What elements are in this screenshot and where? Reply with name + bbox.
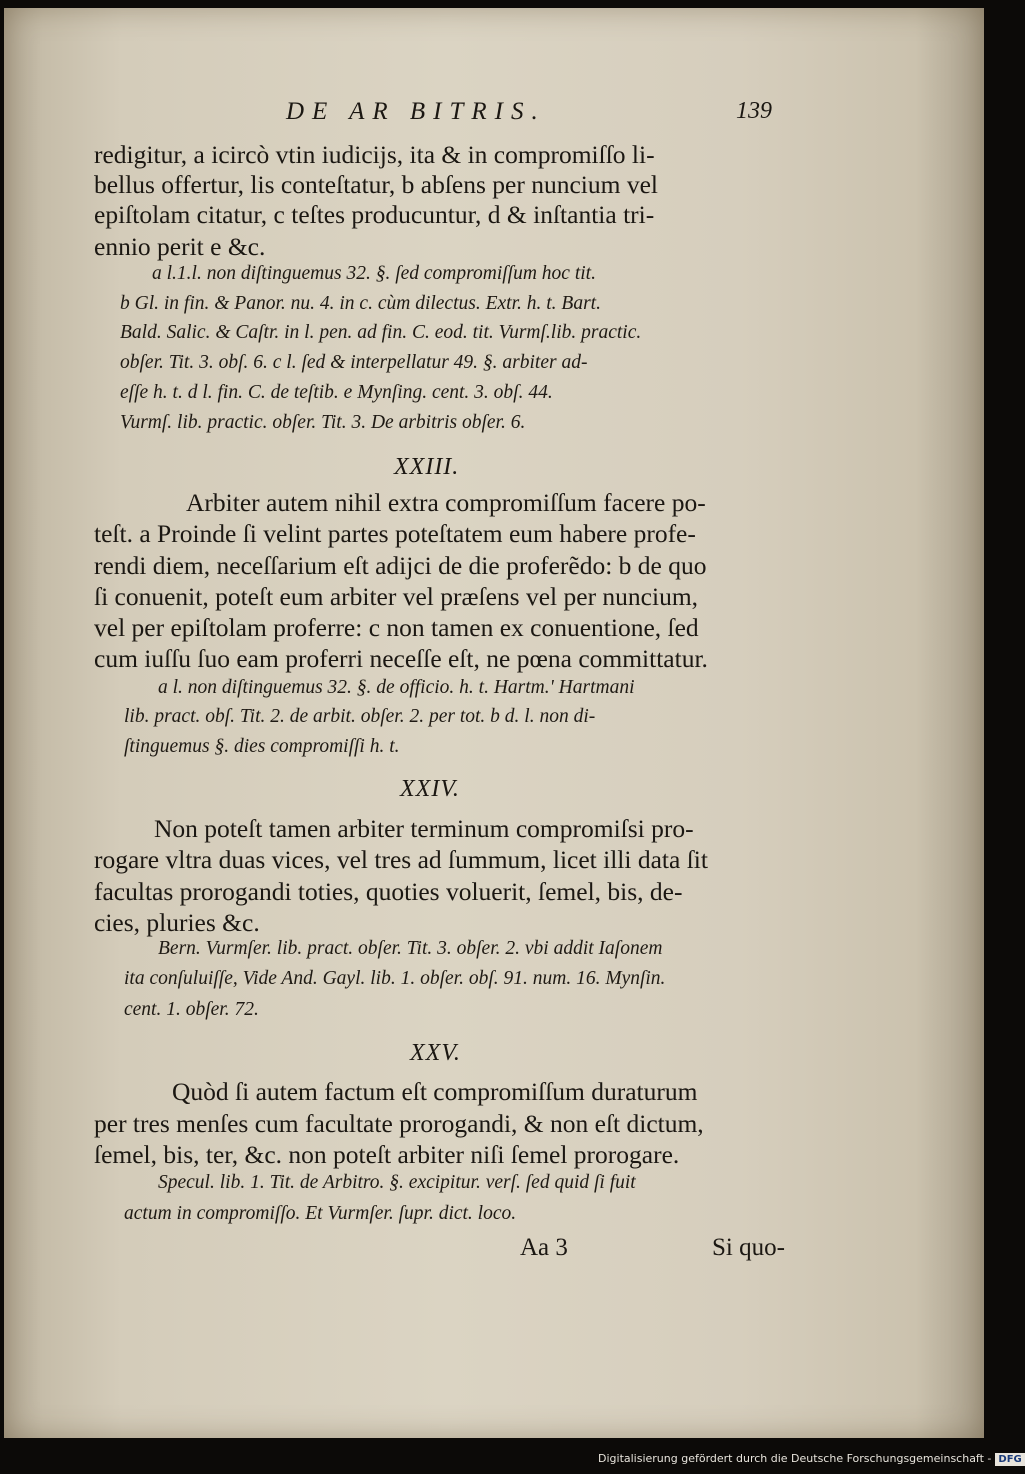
- footnote-line: eſſe h. t. d l. fin. C. de teſtib. e Mynſing. cent. 3. obſ. 44.: [120, 382, 553, 403]
- dfg-logo: DFG: [995, 1453, 1024, 1466]
- section-heading: XXV.: [410, 1040, 461, 1066]
- footnote-line: b Gl. in fin. & Panor. nu. 4. in c. cùm dilectus. Extr. h. t. Bart.: [120, 293, 601, 314]
- signature-mark: Aa 3: [520, 1234, 568, 1261]
- text-line: bellus offertur, lis conteſtatur, b abſens per nuncium vel: [94, 170, 659, 199]
- footnote-line: Vurmſ. lib. practic. obſer. Tit. 3. De arbitris obſer. 6.: [120, 412, 526, 433]
- text-line: ſemel, bis, ter, &c. non poteſt arbiter niſi ſemel prorogare.: [94, 1140, 680, 1169]
- text-line: cum iuſſu ſuo eam proferri neceſſe eſt, ne pœna committatur.: [94, 644, 708, 673]
- footnote-line: Bald. Salic. & Caſtr. in l. pen. ad fin. C. eod. tit. Vurmſ.lib. practic.: [120, 322, 642, 343]
- text-line: Quòd ſi autem factum eſt compromiſſum duraturum: [172, 1077, 698, 1106]
- text-line: cies, pluries &c.: [94, 908, 260, 937]
- funding-notice: [598, 1452, 1025, 1466]
- footnote-line: a l.1.l. non diſtinguemus 32. §. ſed compromiſſum hoc tit.: [152, 263, 596, 284]
- text-line: ennio perit e &c.: [94, 232, 266, 261]
- catchword: Si quo-: [712, 1234, 785, 1261]
- footnote-line: ita conſuluiſſe, Vide And. Gayl. lib. 1. obſer. obſ. 91. num. 16. Mynſin.: [124, 968, 666, 989]
- funding-notice-text: Digitalisierung gefördert durch die Deutsche Forschungsgemeinschaft -: [598, 1452, 992, 1465]
- text-line: Arbiter autem nihil extra compromiſſum facere po-: [186, 488, 706, 517]
- footnote-line: actum in compromiſſo. Et Vurmſer. ſupr. dict. loco.: [124, 1203, 517, 1224]
- text-line: rendi diem, neceſſarium eſt adijci de die proferẽdo: b de quo: [94, 551, 707, 580]
- footnote-line: lib. pract. obſ. Tit. 2. de arbit. obſer. 2. per tot. b d. l. non di-: [124, 706, 596, 727]
- text-line: ſi conuenit, poteſt eum arbiter vel præſens vel per nuncium,: [94, 582, 699, 611]
- running-head: DE AR BITRIS.: [286, 98, 546, 125]
- footnote-line: obſer. Tit. 3. obſ. 6. c l. ſed & interpellatur 49. §. arbiter ad-: [120, 352, 588, 373]
- footnote-line: Specul. lib. 1. Tit. de Arbitro. §. excipitur. verſ. ſed quid ſi fuit: [158, 1172, 636, 1193]
- section-heading: XXIV.: [400, 776, 460, 802]
- footnote-line: cent. 1. obſer. 72.: [124, 999, 259, 1020]
- page-number: 139: [736, 98, 772, 124]
- text-line: teſt. a Proinde ſi velint partes poteſtatem eum habere profe-: [94, 519, 696, 548]
- text-line: redigitur, a icircò vtin iudicijs, ita & in compromiſſo li-: [94, 140, 655, 169]
- section-heading: XXIII.: [394, 454, 460, 480]
- text-line: Non poteſt tamen arbiter terminum compromiſsi pro-: [154, 814, 694, 843]
- text-line: per tres menſes cum facultate prorogandi, & non eſt dictum,: [94, 1109, 704, 1138]
- text-line: rogare vltra duas vices, vel tres ad ſummum, licet illi data ſit: [94, 845, 708, 874]
- footnote-line: a l. non diſtinguemus 32. §. de officio. h. t. Hartm.' Hartmani: [158, 677, 635, 698]
- footnote-line: Bern. Vurmſer. lib. pract. obſer. Tit. 3. obſer. 2. vbi addit Iaſonem: [158, 938, 663, 959]
- footnote-line: ſtinguemus §. dies compromiſſi h. t.: [124, 736, 400, 757]
- text-line: facultas prorogandi toties, quoties voluerit, ſemel, bis, de-: [94, 877, 683, 906]
- text-line: epiſtolam citatur, c teſtes producuntur, d & inſtantia tri-: [94, 200, 655, 229]
- text-line: vel per epiſtolam proferre: c non tamen ex conuentione, ſed: [94, 613, 699, 642]
- page-header: [4, 98, 984, 138]
